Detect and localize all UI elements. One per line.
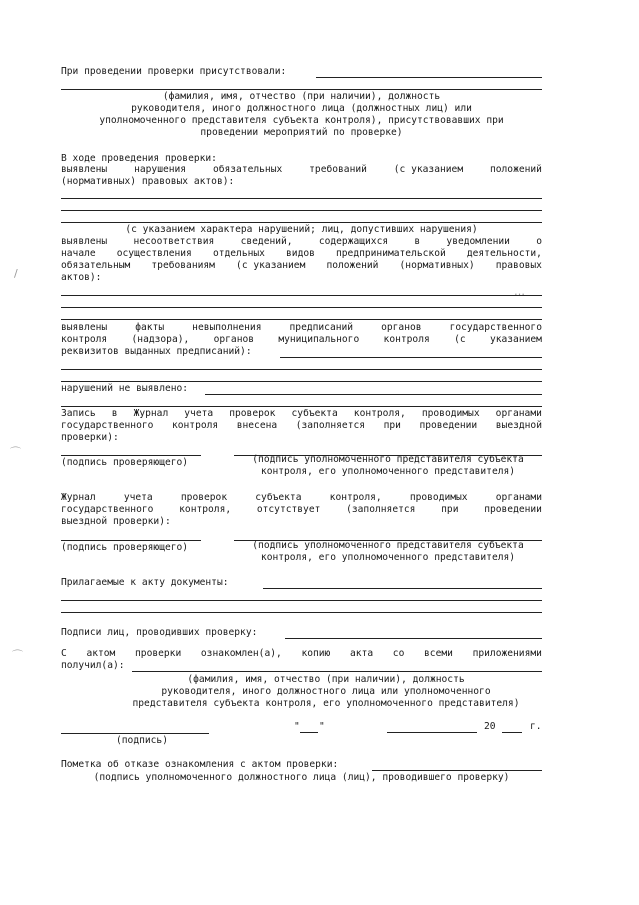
word: проверок	[180, 492, 228, 503]
no-violations-blank-line-2[interactable]	[61, 406, 542, 407]
word: обязательным	[61, 260, 131, 271]
word: С	[61, 648, 67, 659]
orders-blank-line-3[interactable]	[61, 381, 542, 382]
word: контроля,	[353, 408, 406, 419]
violations-line-2: (нормативных) правовых актов):	[61, 176, 235, 187]
acquainted-note-1: (фамилия, имя, отчество (при наличии), должность	[187, 674, 465, 685]
mismatch-blank-line-3[interactable]	[61, 319, 542, 320]
inspectors-signatures-label: Подписи лиц, проводивших проверку:	[61, 627, 258, 638]
journal-absent-line-3: выездной проверки):	[61, 516, 171, 527]
word: несоответствия	[133, 236, 215, 247]
word: контроля,	[329, 492, 382, 503]
date-year-suffix: г.	[530, 721, 542, 732]
word: (надзора),	[131, 334, 190, 345]
journal-entry-inspector-sign-note: (подпись проверяющего)	[61, 457, 189, 468]
word: отдельных	[212, 248, 265, 259]
word: правовых	[495, 260, 542, 271]
word: акта	[350, 648, 374, 659]
mismatch-blank-line-2[interactable]	[61, 307, 542, 308]
orders-line-1	[61, 322, 542, 334]
word: контроля,	[179, 504, 232, 515]
word: контроля	[171, 420, 219, 431]
present-note-1: (фамилия, имя, отчество (при наличии), должность	[162, 91, 441, 102]
attached-label: Прилагаемые к акту документы:	[61, 577, 229, 588]
word: нарушения	[134, 164, 187, 175]
word: субъекта	[291, 408, 338, 419]
acquainted-signature-line[interactable]	[61, 733, 209, 734]
violations-blank-line-3[interactable]	[61, 222, 542, 223]
orders-line-2	[61, 334, 542, 346]
mismatch-line-1	[61, 236, 542, 248]
orders-line-3: реквизитов выданных предписаний):	[61, 346, 252, 357]
date-quote-open: "	[294, 721, 300, 732]
word: копию	[301, 648, 331, 659]
word: предпринимательской	[336, 248, 446, 259]
word: положений	[489, 164, 542, 175]
word: (с указанием	[236, 260, 306, 271]
journal-absent-inspector-sign-note: (подпись проверяющего)	[61, 542, 189, 553]
no-violations-label: нарушений не выявлено:	[61, 383, 189, 394]
word: учета	[123, 492, 153, 503]
orders-blank-line-2[interactable]	[61, 369, 542, 370]
word: проверки	[135, 648, 182, 659]
date-year-prefix: 20	[484, 721, 496, 732]
mismatch-blank-line-1[interactable]	[61, 295, 542, 296]
word: государственного	[61, 504, 154, 515]
word: отсутствует	[256, 504, 321, 515]
word: предписаний	[289, 322, 354, 333]
word: актом	[86, 648, 116, 659]
no-violations-blank-line[interactable]	[205, 394, 542, 395]
present-note-3: уполномоченного представителя субъекта контроля), присутствовавших при	[99, 115, 504, 126]
word: органов	[213, 334, 255, 345]
date-day-blank[interactable]	[300, 732, 318, 733]
word: органами	[495, 408, 542, 419]
scan-mark: /	[14, 267, 18, 280]
mismatch-line-4: актов):	[61, 272, 102, 283]
word: проверок	[229, 408, 276, 419]
word: субъекта	[255, 492, 302, 503]
violations-line-1	[61, 164, 542, 176]
word: требованиям	[151, 260, 215, 271]
refusal-note: (подпись уполномоченного должностного лица (лиц), проводившего проверку)	[93, 772, 510, 783]
scan-mark: ⌒	[12, 649, 23, 662]
word: учета	[184, 408, 214, 419]
journal-absent-line-1	[61, 492, 542, 504]
word: (заполняется	[346, 504, 416, 515]
present-label: При проведении проверки присутствовали:	[61, 66, 287, 77]
word: (с	[454, 334, 466, 345]
violations-blank-line-1[interactable]	[61, 198, 542, 199]
word: (заполняется	[295, 420, 366, 431]
word: в	[414, 236, 421, 247]
journal-entry-line-2	[61, 420, 542, 432]
violations-note: (с указанием характера нарушений; лиц, допустивших нарушения)	[125, 224, 478, 235]
date-quote-close: "	[319, 721, 325, 732]
acquainted-line-1	[61, 648, 542, 660]
word: органов	[381, 322, 422, 333]
word: Журнал	[61, 492, 96, 503]
word: ознакомлен(а),	[200, 648, 282, 659]
acquainted-note-3: представителя субъекта контроля, его уполномоченного представителя)	[132, 698, 520, 709]
word: органами	[495, 492, 542, 503]
word: видов	[286, 248, 315, 259]
present-blank-line[interactable]	[316, 77, 542, 78]
scan-mark: …	[514, 285, 525, 298]
word: деятельности,	[466, 248, 542, 259]
acquainted-signature-note: (подпись)	[116, 735, 168, 746]
word: приложениями	[472, 648, 542, 659]
word: факты	[135, 322, 165, 333]
journal-absent-rep-sign-note-1: (подпись уполномоченного представителя субъекта	[252, 540, 524, 551]
word: государственного	[61, 420, 154, 431]
word: (нормативных)	[399, 260, 475, 271]
journal-entry-rep-sign-note-2: контроля, его уполномоченного представителя)	[260, 466, 516, 477]
word: при	[441, 504, 459, 515]
journal-entry-line-3: проверки):	[61, 432, 119, 443]
word: проведении	[419, 420, 478, 431]
acquainted-blank-line[interactable]	[132, 671, 542, 672]
word: требований	[309, 164, 367, 175]
present-note-2: руководителя, иного должностного лица (должностных лиц) или	[131, 103, 472, 114]
journal-entry-rep-sign-note-1: (подпись уполномоченного представителя субъекта	[252, 454, 524, 465]
present-note-4: проведении мероприятий по проверке)	[200, 127, 403, 138]
mismatch-line-2	[61, 248, 542, 260]
journal-entry-line-1	[61, 408, 542, 420]
word: о	[536, 236, 542, 247]
word: при	[383, 420, 401, 431]
word: муниципального	[278, 334, 360, 345]
word: выявлены	[61, 236, 108, 247]
word: контроля	[61, 334, 108, 345]
journal-absent-inspector-sign-line[interactable]	[61, 540, 201, 541]
word: всеми	[424, 648, 453, 659]
word: начале	[61, 248, 96, 259]
during-heading: В ходе проведения проверки:	[61, 153, 217, 164]
word: указанием	[489, 334, 542, 345]
orders-blank-line-1[interactable]	[280, 357, 542, 358]
word: проводимых	[409, 492, 468, 503]
attached-blank-line-3[interactable]	[61, 612, 542, 613]
acquainted-note-2: руководителя, иного должностного лица или уполномоченного	[161, 686, 491, 697]
word: осуществления	[116, 248, 192, 259]
word: невыполнения	[192, 322, 262, 333]
word: сведений,	[240, 236, 293, 247]
word: внесена	[236, 420, 278, 431]
word: в	[111, 408, 118, 419]
word: уведомлении	[446, 236, 510, 247]
word: Запись	[61, 408, 96, 419]
word: обязательных	[212, 164, 283, 175]
refusal-label: Пометка об отказе ознакомления с актом проверки:	[61, 759, 339, 770]
attached-blank-line-2[interactable]	[61, 600, 542, 601]
word: со	[392, 648, 405, 659]
word: содержащихся	[318, 236, 389, 247]
word: проводимых	[421, 408, 480, 419]
word: положений	[326, 260, 379, 271]
mismatch-line-3	[61, 260, 542, 272]
journal-entry-inspector-sign-line[interactable]	[61, 455, 201, 456]
word: Журнал	[133, 408, 169, 419]
word: выявлены	[61, 322, 108, 333]
inspectors-signatures-blank-line[interactable]	[285, 638, 542, 639]
journal-absent-rep-sign-note-2: контроля, его уполномоченного представителя)	[260, 552, 516, 563]
scan-mark: ⌒	[10, 446, 21, 459]
word: (с указанием	[393, 164, 464, 175]
refusal-blank-line[interactable]	[372, 770, 542, 771]
word: выявлены	[61, 164, 108, 175]
acquainted-line-2: получил(а):	[61, 660, 125, 671]
date-month-blank[interactable]	[387, 732, 477, 733]
journal-absent-line-2	[61, 504, 542, 516]
word: проведении	[484, 504, 542, 515]
attached-blank-line-1[interactable]	[263, 588, 542, 589]
violations-blank-line-2[interactable]	[61, 210, 542, 211]
word: контроля	[383, 334, 430, 345]
word: государственного	[449, 322, 542, 333]
date-year-blank[interactable]	[502, 732, 522, 733]
present-blank-line-2[interactable]	[61, 89, 542, 90]
word: выездной	[495, 420, 542, 431]
